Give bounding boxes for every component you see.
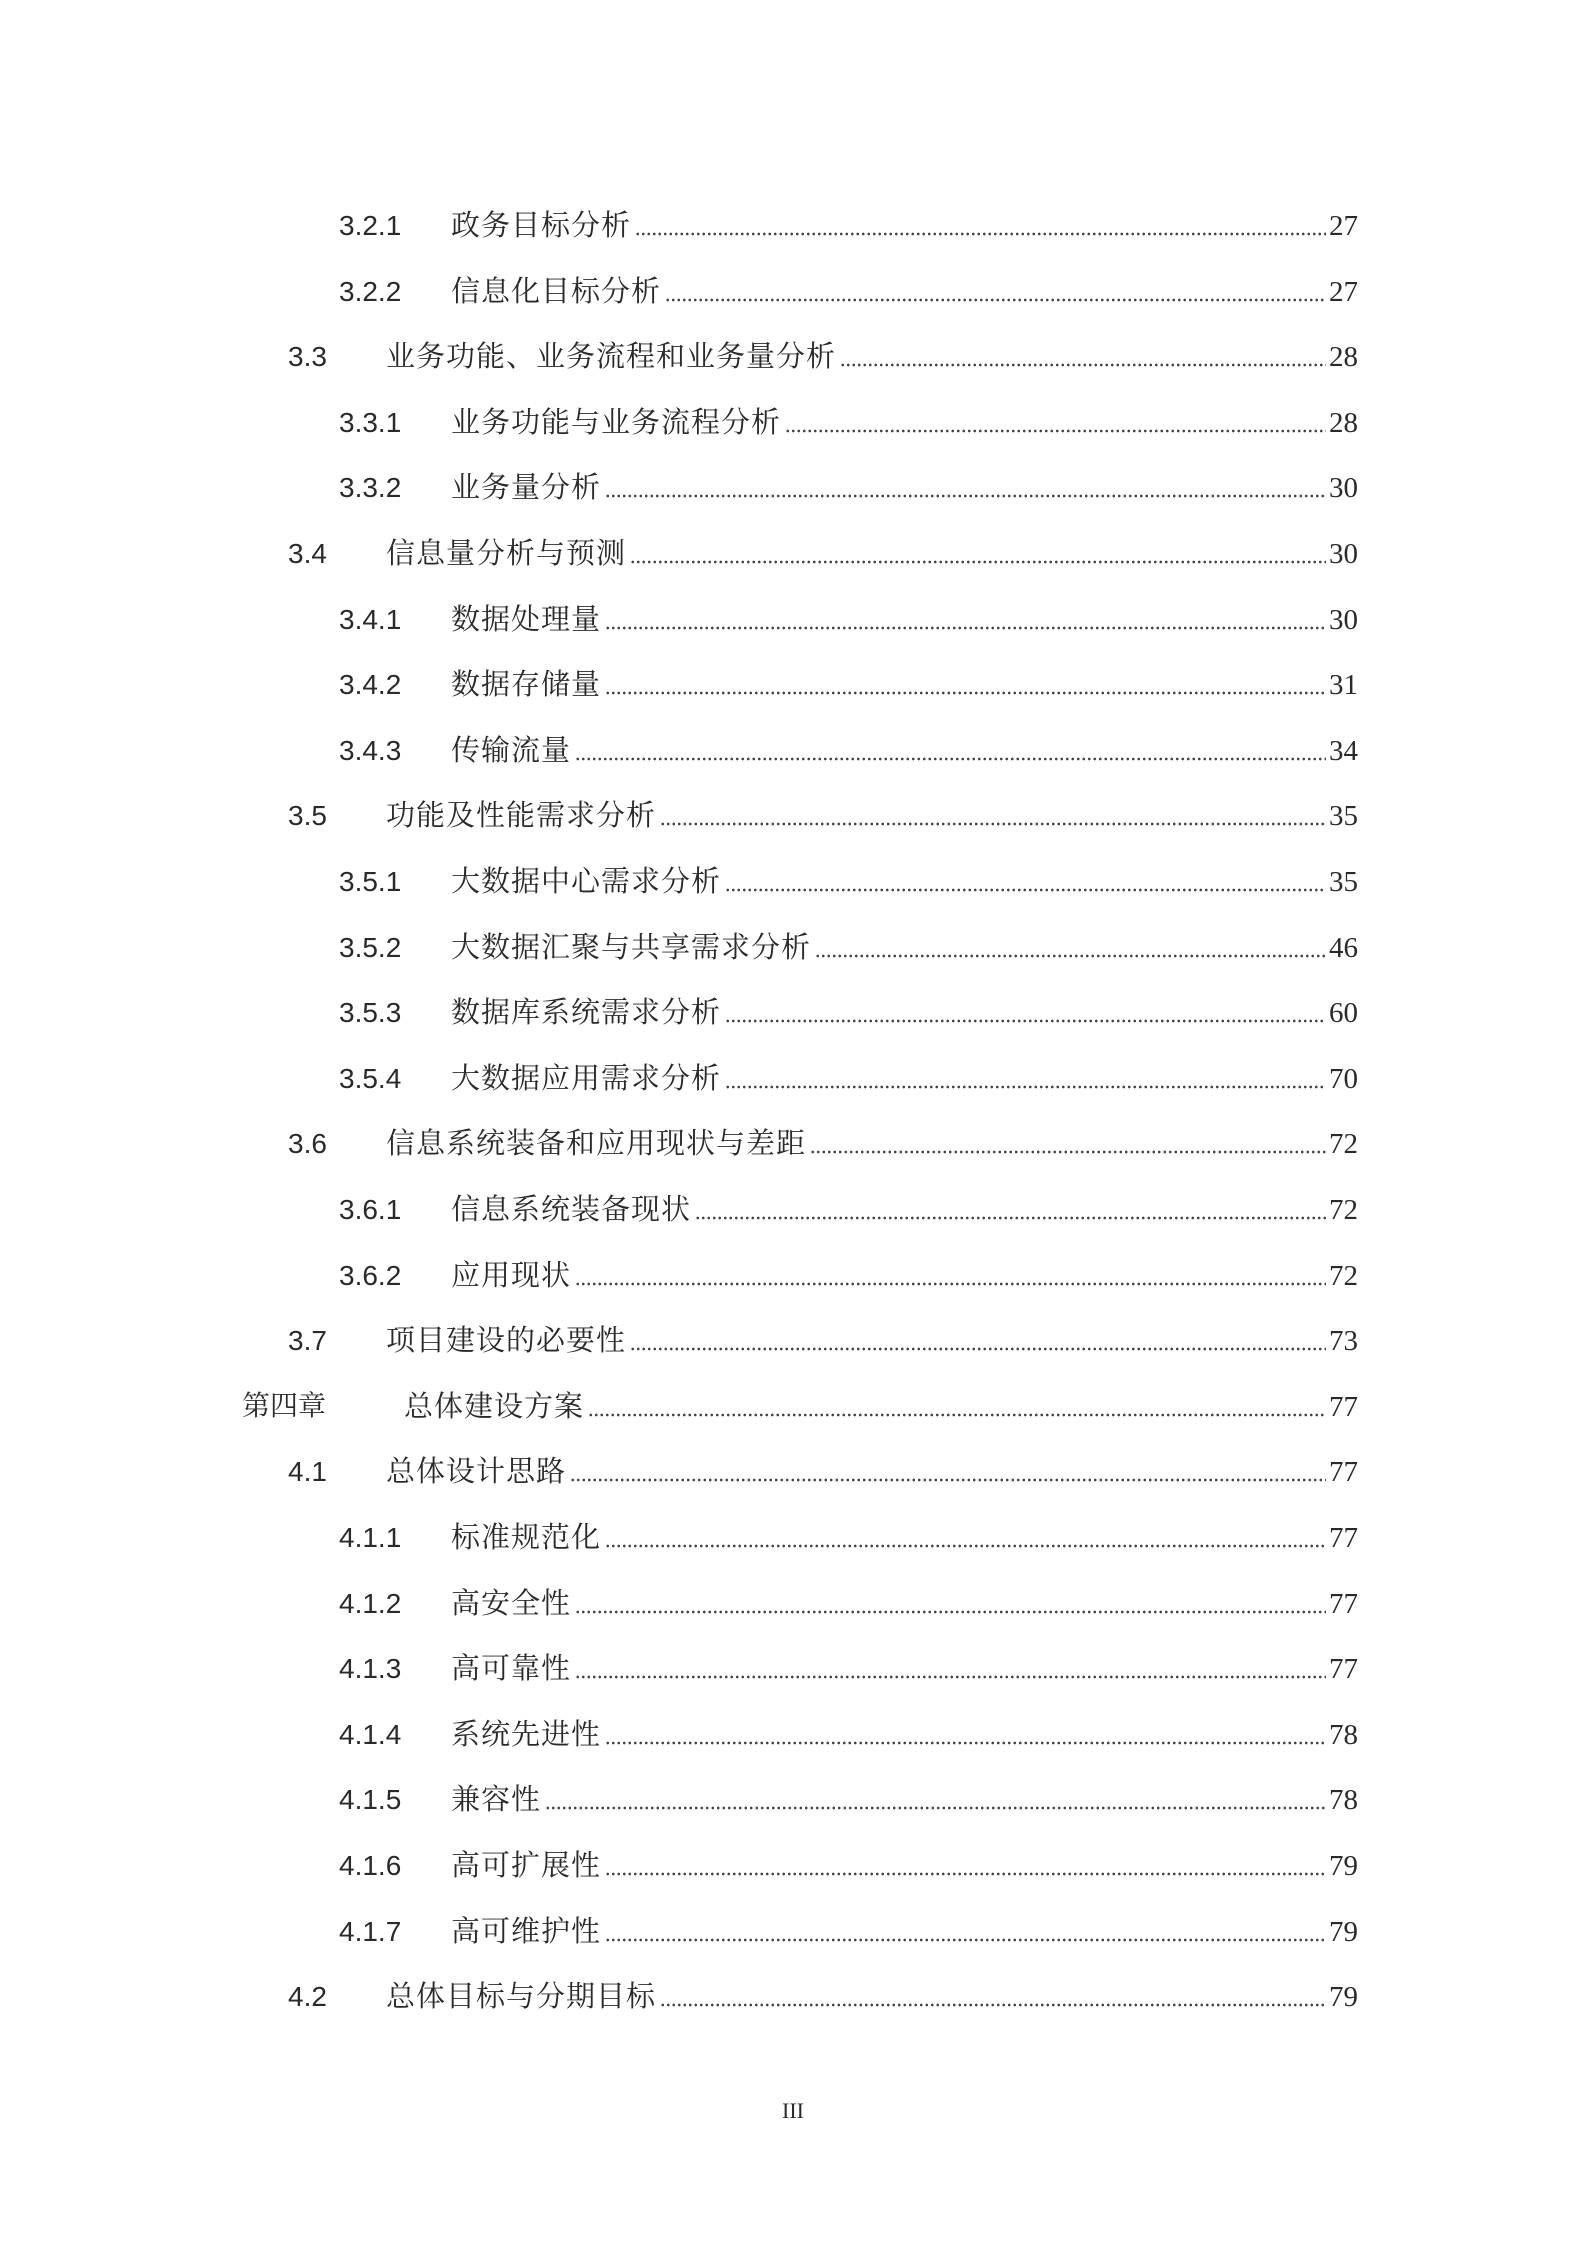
toc-entry-page: 78	[1329, 1784, 1358, 1817]
dot-leader	[588, 1412, 1326, 1418]
dot-leader	[785, 428, 1326, 434]
toc-entry[interactable]	[0, 1321, 1358, 1361]
toc-entry-title: 业务功能、业务流程和业务量分析	[386, 341, 837, 374]
dot-leader	[660, 821, 1326, 827]
toc-entry-number: 4.1.4	[339, 1718, 402, 1750]
dot-leader	[605, 1871, 1326, 1877]
toc-entry-page: 73	[1329, 1325, 1358, 1358]
toc-entry[interactable]	[0, 731, 1358, 771]
toc-entry[interactable]	[0, 796, 1358, 836]
dot-leader	[840, 362, 1326, 368]
toc-entry-title: 业务功能与业务流程分析	[451, 406, 782, 439]
toc-entry-title: 功能及性能需求分析	[386, 800, 657, 833]
toc-entry-number: 3.4	[288, 538, 327, 569]
dot-leader	[575, 756, 1326, 762]
toc-entry[interactable]	[0, 1452, 1358, 1492]
dot-leader	[665, 297, 1326, 303]
toc-entry-page: 70	[1329, 1062, 1358, 1095]
toc-entry[interactable]	[0, 1649, 1358, 1689]
toc-entry-page: 77	[1329, 1390, 1358, 1423]
toc-entry-page: 72	[1329, 1259, 1358, 1292]
toc-entry-number: 4.1.6	[339, 1850, 402, 1881]
toc-entry-title: 大数据应用需求分析	[451, 1062, 722, 1095]
toc-entry-page: 27	[1329, 210, 1358, 242]
toc-entry-title: 大数据汇聚与共享需求分析	[451, 931, 812, 964]
toc-entry-title: 高安全性	[451, 1587, 572, 1620]
toc-entry-title: 标准规范化	[451, 1522, 602, 1554]
toc-entry-title: 大数据中心需求分析	[451, 866, 722, 898]
toc-entry-number: 3.6.1	[339, 1194, 402, 1225]
toc-entry-title: 总体建设方案	[404, 1390, 585, 1423]
toc-entry-number: 4.1.2	[339, 1587, 402, 1619]
toc-entry-title: 总体设计思路	[386, 1456, 567, 1489]
toc-entry-page: 77	[1329, 1653, 1358, 1686]
toc-entry-number: 3.2.2	[339, 275, 402, 307]
toc-entry-title: 业务量分析	[451, 472, 602, 505]
toc-entry-number: 3.2.1	[339, 210, 402, 241]
toc-entry-page: 30	[1329, 603, 1358, 636]
dot-leader	[660, 2002, 1326, 2008]
dot-leader	[725, 887, 1326, 893]
dot-leader	[815, 953, 1326, 959]
toc-entry-page: 79	[1329, 1981, 1358, 2014]
toc-entry-title: 政务目标分析	[451, 210, 632, 242]
toc-entry[interactable]	[0, 1190, 1358, 1230]
toc-entry[interactable]	[0, 1780, 1358, 1820]
toc-entry[interactable]	[0, 862, 1358, 902]
toc-entry-page: 72	[1329, 1194, 1358, 1226]
toc-entry-page: 30	[1329, 472, 1358, 505]
toc-entry-page: 77	[1329, 1587, 1358, 1620]
toc-entry-page: 28	[1329, 406, 1358, 439]
toc-entry[interactable]	[0, 272, 1358, 312]
dot-leader	[575, 1609, 1326, 1615]
toc-entry-title: 信息化目标分析	[451, 275, 662, 308]
dot-leader	[630, 1346, 1326, 1352]
toc-entry-number: 3.6.2	[339, 1259, 402, 1291]
toc-entry-number: 4.2	[288, 1981, 327, 2013]
toc-entry-title: 高可扩展性	[451, 1850, 602, 1882]
toc-entry[interactable]	[0, 1387, 1358, 1427]
toc-entry[interactable]	[0, 600, 1358, 640]
toc-entry-title: 高可维护性	[451, 1915, 602, 1948]
toc-entry[interactable]	[0, 1059, 1358, 1099]
dot-leader	[605, 1937, 1326, 1943]
toc-entry[interactable]	[0, 1124, 1358, 1164]
toc-entry[interactable]	[0, 1584, 1358, 1624]
toc-entry[interactable]	[0, 468, 1358, 508]
toc-entry-number: 3.5.1	[339, 866, 402, 897]
toc-entry-page: 79	[1329, 1850, 1358, 1882]
dot-leader	[575, 1281, 1326, 1287]
toc-entry-number: 第四章	[242, 1390, 327, 1422]
toc-entry-page: 72	[1329, 1128, 1358, 1161]
toc-entry-page: 46	[1329, 931, 1358, 964]
toc-entry-number: 3.5	[288, 800, 327, 832]
toc-entry[interactable]	[0, 534, 1358, 574]
toc-entry-page: 79	[1329, 1915, 1358, 1948]
toc-entry[interactable]	[0, 1256, 1358, 1296]
dot-leader	[605, 1740, 1326, 1746]
dot-leader	[635, 231, 1326, 237]
toc-entry-page: 77	[1329, 1522, 1358, 1554]
toc-entry[interactable]	[0, 665, 1358, 705]
dot-leader	[570, 1477, 1326, 1483]
toc-entry-number: 3.5.3	[339, 997, 402, 1029]
toc-entry-title: 信息系统装备和应用现状与差距	[386, 1128, 807, 1161]
toc-entry-number: 4.1.1	[339, 1522, 402, 1553]
toc-entry[interactable]	[0, 993, 1358, 1033]
toc-entry-page: 27	[1329, 275, 1358, 308]
toc-entry-title: 总体目标与分期目标	[386, 1981, 657, 2014]
toc-entry[interactable]	[0, 928, 1358, 968]
toc-entry[interactable]	[0, 206, 1358, 246]
page-number: III	[782, 2098, 804, 2123]
toc-entry[interactable]	[0, 337, 1358, 377]
toc-entry-page: 77	[1329, 1456, 1358, 1489]
toc-entry-number: 3.3	[288, 341, 327, 373]
toc-entry-number: 3.3.2	[339, 472, 402, 504]
dot-leader	[605, 690, 1326, 696]
toc-entry-page: 34	[1329, 734, 1358, 767]
toc-entry-number: 3.3.1	[339, 406, 402, 438]
toc-entry-number: 3.4.3	[339, 734, 402, 766]
dot-leader	[695, 1215, 1326, 1221]
toc-entry-number: 4.1.7	[339, 1915, 402, 1947]
toc-entry-number: 4.1	[288, 1456, 327, 1488]
toc-entry-title: 传输流量	[451, 734, 572, 767]
toc-entry[interactable]	[0, 1846, 1358, 1886]
toc-entry[interactable]	[0, 1518, 1358, 1558]
toc-entry-number: 3.6	[288, 1128, 327, 1160]
dot-leader	[575, 1674, 1326, 1680]
dot-leader	[725, 1018, 1326, 1024]
toc-entry-title: 数据库系统需求分析	[451, 997, 722, 1030]
toc-entry-page: 35	[1329, 866, 1358, 898]
dot-leader	[605, 493, 1326, 499]
toc-entry[interactable]	[0, 1912, 1358, 1952]
toc-entry[interactable]	[0, 1715, 1358, 1755]
toc-entry-page: 35	[1329, 800, 1358, 833]
toc-entry-page: 30	[1329, 538, 1358, 570]
toc-entry-title: 数据处理量	[451, 603, 602, 636]
toc-entry-title: 系统先进性	[451, 1718, 602, 1751]
toc-entry[interactable]	[0, 1977, 1358, 2017]
dot-leader	[630, 559, 1326, 565]
toc-entry-page: 78	[1329, 1718, 1358, 1751]
toc-entry-number: 4.1.3	[339, 1653, 402, 1685]
toc-entry-title: 项目建设的必要性	[386, 1325, 627, 1358]
toc-entry[interactable]	[0, 403, 1358, 443]
toc-entry-title: 高可靠性	[451, 1653, 572, 1686]
toc-entry-number: 3.5.2	[339, 931, 402, 963]
dot-leader	[810, 1149, 1326, 1155]
dot-leader	[605, 1543, 1326, 1549]
toc-entry-number: 3.7	[288, 1325, 327, 1357]
dot-leader	[605, 625, 1326, 631]
toc-entry-number: 4.1.5	[339, 1784, 402, 1816]
toc-entry-page: 28	[1329, 341, 1358, 374]
toc-entry-title: 应用现状	[451, 1259, 572, 1292]
toc-entry-title: 信息系统装备现状	[451, 1194, 692, 1226]
toc-entry-title: 兼容性	[451, 1784, 542, 1817]
toc-entry-number: 3.4.1	[339, 603, 402, 635]
toc-entry-title: 数据存储量	[451, 669, 602, 702]
dot-leader	[725, 1084, 1326, 1090]
dot-leader	[545, 1805, 1326, 1811]
toc-entry-number: 3.4.2	[339, 669, 402, 701]
toc-entry-title: 信息量分析与预测	[386, 538, 627, 570]
toc-entry-number: 3.5.4	[339, 1062, 402, 1094]
toc-entry-page: 31	[1329, 669, 1358, 702]
toc-entry-page: 60	[1329, 997, 1358, 1030]
